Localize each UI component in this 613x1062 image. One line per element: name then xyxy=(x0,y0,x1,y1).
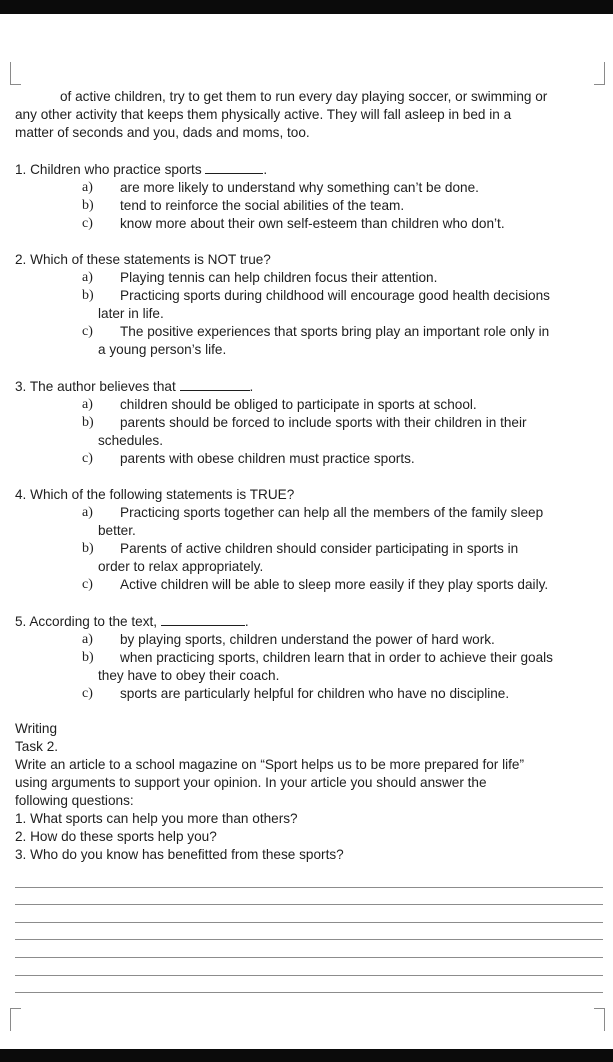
option-text: The positive experiences that sports bring play an important role only in xyxy=(120,324,550,339)
crop-mark-bottom-right xyxy=(594,1008,605,1031)
question-1 xyxy=(15,160,603,233)
task-line-2: using arguments to support your opinion. In your article you should answer the xyxy=(15,775,487,790)
answer-line[interactable] xyxy=(15,923,603,941)
option-letter: b) xyxy=(82,288,94,303)
intro-paragraph xyxy=(15,88,603,142)
option-c[interactable] xyxy=(15,576,603,594)
option-b[interactable] xyxy=(15,649,603,685)
option-text-continued: they have to obey their coach. xyxy=(98,668,280,683)
stem-period: . xyxy=(249,379,254,394)
option-text: Practicing sports during childhood will encourage good health decisions xyxy=(120,288,550,303)
answer-line[interactable] xyxy=(15,888,603,906)
option-text-continued: schedules. xyxy=(98,433,163,448)
option-a[interactable] xyxy=(15,179,603,197)
option-c[interactable] xyxy=(15,215,603,233)
option-text-continued: order to relax appropriately. xyxy=(98,559,264,574)
answer-line[interactable] xyxy=(15,958,603,976)
question-stem: 4. Which of the following statements is TRUE? xyxy=(15,487,295,502)
option-a[interactable] xyxy=(15,269,603,287)
option-text-continued: later in life. xyxy=(98,306,164,321)
task-label: Task 2. xyxy=(15,739,59,754)
option-text: know more about their own self-esteem than children who don’t. xyxy=(120,216,505,231)
option-text: tend to reinforce the social abilities of the team. xyxy=(120,198,405,213)
intro-line-3: matter of seconds and you, dads and moms, too. xyxy=(15,125,310,140)
crop-mark-top-right xyxy=(594,62,605,85)
option-letter: a) xyxy=(82,397,93,412)
top-black-bar xyxy=(0,0,613,14)
option-b[interactable] xyxy=(15,287,603,323)
option-letter: b) xyxy=(82,415,94,430)
stem-period: . xyxy=(263,162,268,177)
option-c[interactable] xyxy=(15,685,603,703)
stem-period: . xyxy=(244,614,249,629)
task-question-3: 3. Who do you know has benefitted from these sports? xyxy=(15,847,344,862)
option-b[interactable] xyxy=(15,197,603,215)
option-letter: c) xyxy=(82,686,93,701)
task-question-1: 1. What sports can help you more than others? xyxy=(15,811,298,826)
option-text: sports are particularly helpful for children who have no discipline. xyxy=(120,686,510,701)
option-text: when practicing sports, children learn that in order to achieve their goals xyxy=(120,650,553,665)
option-letter: b) xyxy=(82,650,94,665)
option-text: Active children will be able to sleep more easily if they play sports daily. xyxy=(120,577,549,592)
option-a[interactable] xyxy=(15,504,603,540)
question-stem-text: 1. Children who practice sports xyxy=(15,162,202,177)
question-stem-text: 5. According to the text, xyxy=(15,614,158,629)
answer-blank[interactable] xyxy=(205,160,263,174)
question-5 xyxy=(15,612,603,703)
option-text-continued: better. xyxy=(98,523,136,538)
answer-line[interactable] xyxy=(15,976,603,994)
option-b[interactable] xyxy=(15,540,603,576)
question-3 xyxy=(15,377,603,468)
option-letter: c) xyxy=(82,216,93,231)
question-stem xyxy=(15,160,603,179)
question-stem: 2. Which of these statements is NOT true? xyxy=(15,252,271,267)
option-letter: b) xyxy=(82,198,94,213)
option-letter: c) xyxy=(82,324,93,339)
writing-section xyxy=(15,720,603,864)
option-text: are more likely to understand why something can’t be done. xyxy=(120,180,479,195)
crop-mark-top-left xyxy=(10,62,21,85)
option-text: Playing tennis can help children focus their attention. xyxy=(120,270,438,285)
option-a[interactable] xyxy=(15,396,603,414)
intro-line-1: of active children, try to get them to run every day playing soccer, or swimming or xyxy=(60,89,548,104)
option-c[interactable] xyxy=(15,450,603,468)
question-4 xyxy=(15,486,603,594)
writing-heading: Writing xyxy=(15,721,58,736)
option-text: Parents of active children should consider participating in sports in xyxy=(120,541,519,556)
task-line-1: Write an article to a school magazine on “Sport helps us to be more prepared for life” xyxy=(15,757,525,772)
answer-blank[interactable] xyxy=(180,377,250,391)
option-text: by playing sports, children understand the power of hard work. xyxy=(120,632,495,647)
bottom-black-bar xyxy=(0,1049,613,1062)
option-letter: a) xyxy=(82,632,93,647)
answer-line[interactable] xyxy=(15,940,603,958)
question-stem-text: 3. The author believes that xyxy=(15,379,176,394)
question-stem xyxy=(15,612,603,631)
intro-line-2: any other activity that keeps them physically active. They will fall asleep in bed in a xyxy=(15,107,512,122)
option-letter: b) xyxy=(82,541,94,556)
option-text: children should be obliged to participate in sports at school. xyxy=(120,397,477,412)
answer-blank[interactable] xyxy=(161,612,245,626)
option-text: Practicing sports together can help all the members of the family sleep xyxy=(120,505,544,520)
option-letter: a) xyxy=(82,270,93,285)
option-letter: a) xyxy=(82,505,93,520)
answer-lines[interactable] xyxy=(15,870,603,993)
option-letter: c) xyxy=(82,451,93,466)
option-text: parents should be forced to include sports with their children in their xyxy=(120,415,527,430)
option-c[interactable] xyxy=(15,323,603,359)
option-text: parents with obese children must practice sports. xyxy=(120,451,415,466)
task-question-2: 2. How do these sports help you? xyxy=(15,829,217,844)
option-text-continued: a young person’s life. xyxy=(98,342,227,357)
answer-line[interactable] xyxy=(15,905,603,923)
option-letter: c) xyxy=(82,577,93,592)
question-2 xyxy=(15,251,603,359)
option-a[interactable] xyxy=(15,631,603,649)
option-letter: a) xyxy=(82,180,93,195)
crop-mark-bottom-left xyxy=(10,1008,21,1031)
worksheet-page xyxy=(15,88,603,864)
option-b[interactable] xyxy=(15,414,603,450)
answer-line[interactable] xyxy=(15,870,603,888)
task-line-3: following questions: xyxy=(15,793,134,808)
question-stem xyxy=(15,377,603,396)
